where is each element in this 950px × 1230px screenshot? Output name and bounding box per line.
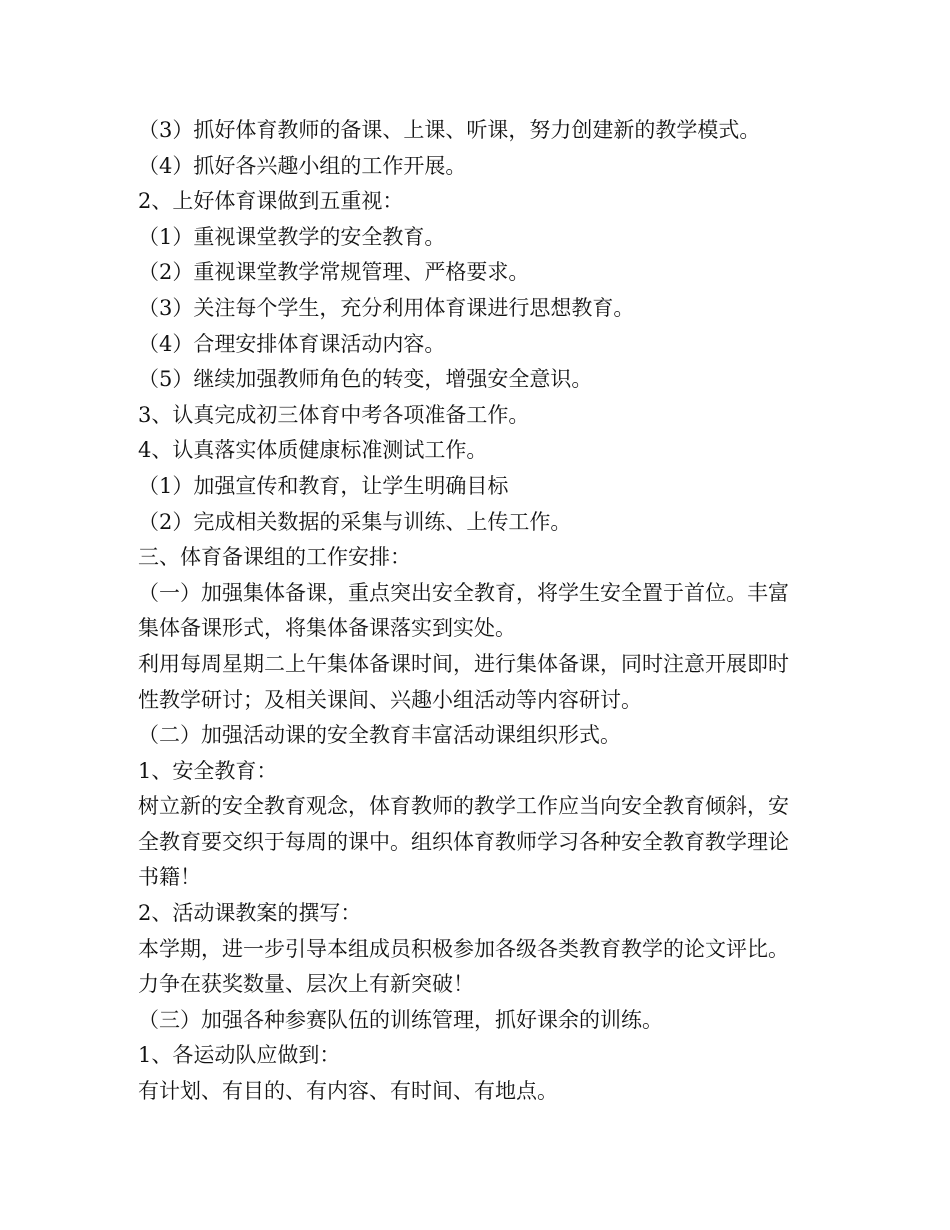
- text-line: （5）继续加强教师角色的转变，增强安全意识。: [138, 367, 593, 392]
- text-line: （3）抓好体育教师的备课、上课、听课，努力创建新的教学模式。: [138, 118, 761, 142]
- text-line: 1、安全教育：: [138, 758, 278, 783]
- document-body: [138, 113, 818, 1110]
- text-line: 树立新的安全教育观念，体育教师的教学工作应当向安全教育倾斜，安: [138, 794, 789, 819]
- text-line: （三）加强各种参赛队伍的训练管理，抓好课余的训练。: [138, 1007, 663, 1032]
- text-line: 4、认真落实体质健康标准测试工作。: [138, 438, 488, 463]
- text-line: 性教学研讨；及相关课间、兴趣小组活动等内容研讨。: [138, 687, 642, 712]
- text-line: 力争在获奖数量、层次上有新突破！: [138, 972, 474, 997]
- text-line: （2）重视课堂教学常规管理、严格要求。: [138, 260, 530, 285]
- text-line: 集体备课形式，将集体备课落实到实处。: [138, 616, 516, 641]
- text-line: （1）加强宣传和教育，让学生明确目标: [138, 473, 509, 498]
- text-line: 2、活动课教案的撰写：: [138, 901, 362, 926]
- text-line: 利用每周星期二上午集体备课时间，进行集体备课，同时注意开展即时: [138, 651, 789, 676]
- text-line: （1）重视课堂教学的安全教育。: [138, 224, 446, 249]
- text-line: 本学期，进一步引导本组成员积极参加各级各类教育教学的论文评比。: [138, 936, 789, 961]
- text-line: （4）合理安排体育课活动内容。: [138, 331, 446, 356]
- text-line: 全教育要交织于每周的课中。组织体育教师学习各种安全教育教学理论: [138, 829, 789, 854]
- text-line: 1、各运动队应做到：: [138, 1043, 341, 1068]
- text-line: 书籍！: [138, 865, 201, 890]
- text-line: （3）关注每个学生，充分利用体育课进行思想教育。: [138, 295, 635, 320]
- text-line: 有计划、有目的、有内容、有时间、有地点。: [138, 1079, 558, 1104]
- text-line: 3、认真完成初三体育中考各项准备工作。: [138, 402, 530, 427]
- text-line: （2）完成相关数据的采集与训练、上传工作。: [138, 509, 572, 534]
- section-heading: 三、体育备课组的工作安排：: [138, 545, 411, 570]
- text-line: 2、上好体育课做到五重视：: [138, 189, 404, 214]
- text-line: （二）加强活动课的安全教育丰富活动课组织形式。: [138, 723, 621, 748]
- text-line: （一）加强集体备课，重点突出安全教育，将学生安全置于首位。丰富: [138, 580, 789, 605]
- text-line: （4）抓好各兴趣小组的工作开展。: [138, 153, 467, 178]
